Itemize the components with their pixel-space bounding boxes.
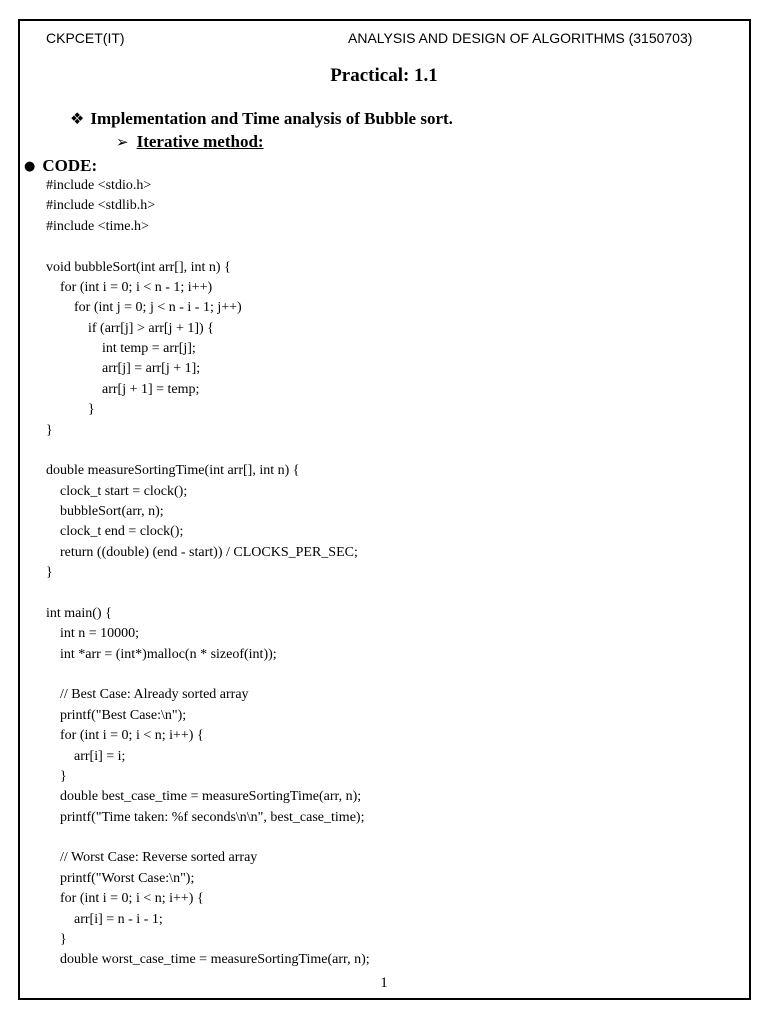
diamond-bullet-icon: ❖ [70,109,85,128]
arrowhead-bullet-icon: ➢ [116,133,129,151]
header-subject: ANALYSIS AND DESIGN OF ALGORITHMS (3150703) [348,30,693,46]
page-title: Practical: 1.1 [330,65,438,86]
round-bullet-icon: ● [24,159,36,174]
method-line [116,131,264,153]
page-number: 1 [380,975,388,991]
aim-text: Implementation and Time analysis of Bubble sort. [90,109,453,128]
code-heading [24,155,97,178]
header-institute: CKPCET(IT) [46,30,125,46]
aim-line [70,108,453,130]
method-text: Iterative method: [136,132,264,151]
code-listing: #include <stdio.h> #include <stdlib.h> #include <time.h> void bubbleSort(int arr[], int n) { for (int i = 0; i < n - 1; i++) for (int j = 0; j < n - i - 1; j++) if (arr[j] > arr[j + 1]) { int temp = arr[j]; arr[j] = arr[j + 1]; arr[j + 1] = temp; } } double measureSortingTime(int arr[], int n) { clock_t start = clock(); bubbleSort(arr, n); clock_t end = clock(); return ((double) (end - start)) / CLOCKS_PER_SEC; } int main() { int n = 10000; int *arr = (int*)malloc(n * sizeof(int)); // Best Case: Already sorted array printf("Best Case:\n"); for (int i = 0; i < n; i++) { arr[i] = i; } double best_case_time = measureSortingTime(arr, n); printf("Time taken: %f seconds\n\n", best_case_time); // Worst Case: Reverse sorted array printf("Worst Case:\n"); for (int i = 0; i < n; i++) { arr[i] = n - i - 1; } double worst_case_time = measureSortingTime(arr, n); [46,178,370,968]
code-heading-text: CODE: [42,156,98,175]
